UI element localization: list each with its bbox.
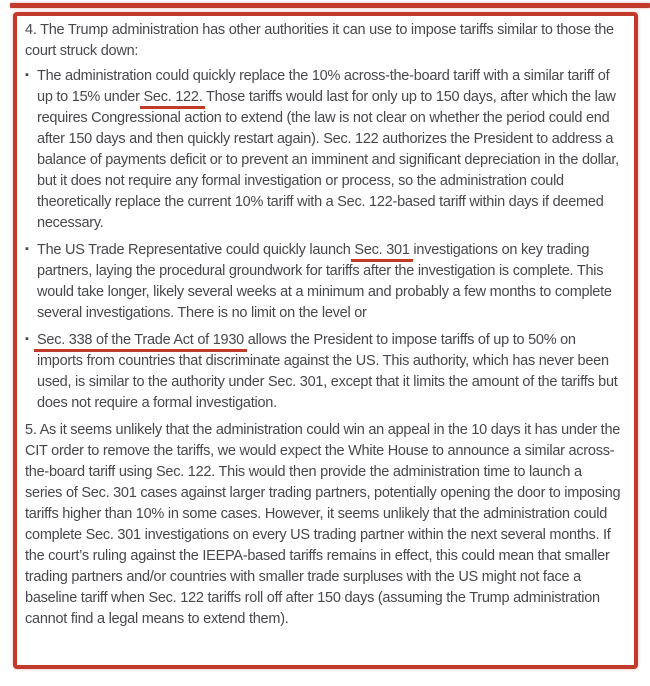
document-text-block bbox=[25, 20, 622, 630]
text-segment: Those tariffs would last for only up to 150 days, after which the law requires Congressional action to extend (the law is not clear on whether the period could end after 150 days and then quickly restart again). Sec. 122 authorizes the President to address a balance of payments deficit or to prevent an imminent and significant depreciation in the dollar, but it does not require any formal investigation or process, so the administration could theoretically replace the current 10% tariff with a Sec. 122-based tariff within days if deemed necessary. bbox=[37, 89, 619, 231]
text-segment: The administration could quickly replace the 10% across-the-board tariff with a similar tariff of up to 15% under bbox=[37, 68, 610, 105]
text-segment: The US Trade Representative could quickly launch bbox=[37, 242, 355, 258]
bullet-marker: ▪ bbox=[25, 333, 29, 345]
text-segment: 5. As it seems unlikely that the administration could win an appeal in the 10 days it has under the CIT order to remove the tariffs, we would expect the White House to announce a similar across-the-board tariff using Sec. 122. This would then provide the administration time to launch a series of Sec. 301 cases against larger trading partners, potentially opening the door to imposing tariffs higher than 10% in some cases. However, it seems unlikely that the administration could complete Sec. 301 investigations on every US trading partner within the next several months. If the court’s ruling against the IEEPA-based tariffs remains in effect, this could mean that smaller trading partners and/or countries with smaller trade surpluses with the US might not face a baseline tariff when Sec. 122 tariffs roll off after 150 days (assuming the Trump administration cannot find a legal means to extend them). bbox=[25, 422, 621, 627]
text-segment: investigations on key trading partners, laying the procedural groundwork for tariffs after the investigation is complete. This would take longer, likely several weeks at a minimum and probably a few months to complete several investigations. There is no limit on the level or bbox=[37, 242, 612, 321]
sec-122-underlined-text: Sec. 122. bbox=[140, 89, 205, 109]
paragraph-item-5 bbox=[25, 420, 622, 630]
sec-301-underlined-text: Sec. 301 bbox=[351, 242, 412, 262]
bullet-item-sec-301 bbox=[25, 240, 622, 324]
bullet-marker: ▪ bbox=[25, 243, 29, 255]
bullet-list bbox=[25, 66, 622, 414]
red-annotation-box bbox=[13, 12, 638, 669]
bullet-item-sec-122 bbox=[25, 66, 622, 234]
paragraph-item-4 bbox=[25, 20, 622, 62]
text-segment: allows the President to impose tariffs of up to 50% on imports from countries that discriminate against the US. This authority, which has never been used, is similar to the authority under Sec. 301, except that it limits the amount of the tariffs but does not require a formal investigation. bbox=[37, 332, 618, 411]
bullet-item-sec-338 bbox=[25, 330, 622, 414]
bullet-marker: ▪ bbox=[25, 69, 29, 81]
text-segment: 4. The Trump administration has other authorities it can use to impose tariffs similar to those the court struck down: bbox=[25, 22, 614, 59]
sec-338-underlined-text: Sec. 338 of the Trade Act of 1930 bbox=[34, 332, 247, 352]
cropped-annotation-box-edge bbox=[10, 3, 650, 8]
